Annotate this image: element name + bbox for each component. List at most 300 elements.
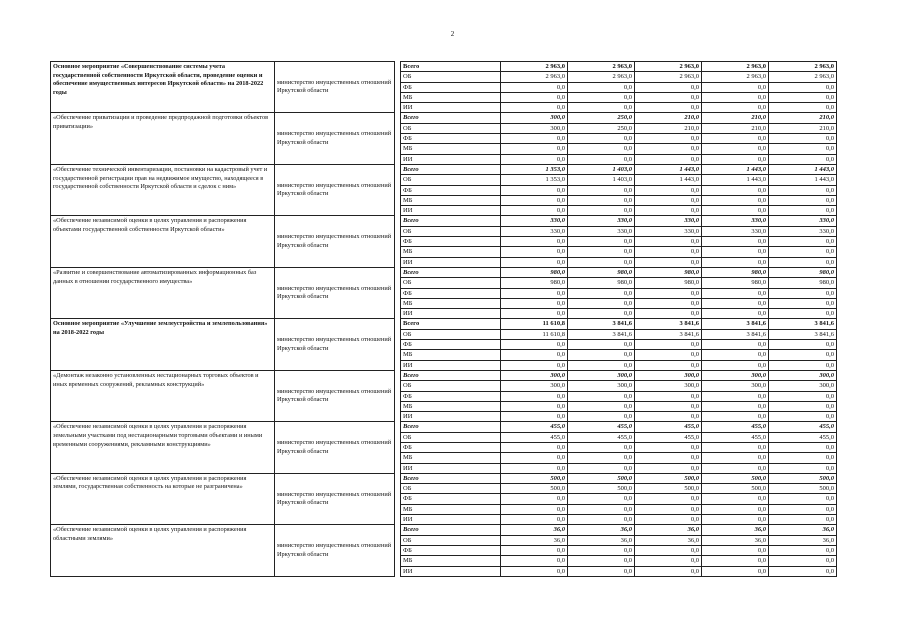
funding-value: 0,0 [769, 298, 837, 308]
funding-value: 455,0 [568, 422, 635, 432]
funding-value: 0,0 [769, 463, 837, 473]
funding-value: 330,0 [635, 216, 702, 226]
funding-value: 0,0 [635, 154, 702, 164]
funding-value: 11 610,8 [501, 329, 568, 339]
funding-value: 0,0 [568, 463, 635, 473]
page-number: 2 [450, 30, 455, 38]
funding-value: 2 963,0 [568, 72, 635, 82]
funding-value: 0,0 [769, 504, 837, 514]
funding-source: МБ [401, 195, 501, 205]
funding-value: 300,0 [702, 381, 769, 391]
funding-value: 300,0 [568, 370, 635, 380]
funding-source: ИИ [401, 463, 501, 473]
funding-value: 980,0 [635, 267, 702, 277]
funding-source: МБ [401, 92, 501, 102]
funding-value: 0,0 [702, 350, 769, 360]
funding-value: 0,0 [702, 545, 769, 555]
funding-value: 0,0 [501, 298, 568, 308]
funding-value: 330,0 [769, 226, 837, 236]
funding-value: 0,0 [635, 92, 702, 102]
funding-source: ОБ [401, 278, 501, 288]
funding-value: 210,0 [702, 123, 769, 133]
table-row-total [51, 319, 837, 329]
activity-name: «Демонтаж незаконно установленных нестационарных торговых объектов и иных временных сооружений, рекламных конструкций» [51, 370, 275, 421]
funding-value: 980,0 [635, 278, 702, 288]
funding-source: ИИ [401, 103, 501, 113]
funding-source: ИИ [401, 206, 501, 216]
funding-value: 0,0 [635, 144, 702, 154]
funding-value: 0,0 [635, 185, 702, 195]
funding-value: 36,0 [702, 535, 769, 545]
funding-value: 3 841,6 [568, 329, 635, 339]
funding-source: МБ [401, 144, 501, 154]
funding-value: 330,0 [568, 216, 635, 226]
funding-value: 0,0 [635, 515, 702, 525]
funding-value: 0,0 [769, 556, 837, 566]
funding-source: Всего [401, 113, 501, 123]
activity-name: «Обеспечение независимой оценки в целях управления и распоряжения земельными участками под нестационарными торговыми объектами и иными временными сооружениями, рекламными конструкциями» [51, 422, 275, 473]
funding-source: ОБ [401, 226, 501, 236]
funding-source: ФБ [401, 340, 501, 350]
table-row-total [51, 62, 837, 72]
funding-value: 3 841,6 [635, 319, 702, 329]
funding-value: 500,0 [702, 484, 769, 494]
table-row-total [51, 422, 837, 432]
funding-value: 250,0 [568, 113, 635, 123]
table-row-total [51, 370, 837, 380]
funding-source: ОБ [401, 329, 501, 339]
funding-source: Всего [401, 319, 501, 329]
funding-value: 11 610,8 [501, 319, 568, 329]
activity-name: Основное мероприятие «Улучшение землеустройства и землепользования» на 2018-2022 годы [51, 319, 275, 370]
funding-value: 0,0 [568, 412, 635, 422]
table-row-total [51, 113, 837, 123]
funding-value: 455,0 [769, 432, 837, 442]
funding-value: 0,0 [702, 92, 769, 102]
table-row-total [51, 216, 837, 226]
funding-value: 0,0 [501, 556, 568, 566]
funding-source: ФБ [401, 82, 501, 92]
funding-value: 0,0 [702, 195, 769, 205]
table-row-total [51, 525, 837, 535]
funding-value: 0,0 [635, 134, 702, 144]
funding-source: Всего [401, 473, 501, 483]
executor-name: министерство имущественных отношений Иркутской области [275, 370, 395, 421]
funding-value: 0,0 [568, 515, 635, 525]
funding-value: 455,0 [702, 422, 769, 432]
funding-value: 0,0 [568, 401, 635, 411]
funding-value: 0,0 [635, 288, 702, 298]
funding-value: 0,0 [568, 504, 635, 514]
funding-value: 0,0 [702, 566, 769, 576]
funding-source: Всего [401, 525, 501, 535]
funding-source: ФБ [401, 494, 501, 504]
funding-value: 36,0 [769, 525, 837, 535]
funding-value: 455,0 [769, 422, 837, 432]
funding-value: 0,0 [769, 206, 837, 216]
funding-value: 210,0 [769, 113, 837, 123]
funding-value: 2 963,0 [769, 62, 837, 72]
funding-source: МБ [401, 453, 501, 463]
funding-value: 0,0 [501, 257, 568, 267]
funding-source: ОБ [401, 484, 501, 494]
funding-value: 330,0 [635, 226, 702, 236]
funding-value: 330,0 [501, 216, 568, 226]
funding-source: МБ [401, 401, 501, 411]
funding-value: 0,0 [635, 82, 702, 92]
funding-value: 300,0 [702, 370, 769, 380]
funding-value: 0,0 [769, 154, 837, 164]
funding-value: 36,0 [568, 525, 635, 535]
funding-value: 0,0 [769, 195, 837, 205]
funding-value: 0,0 [568, 134, 635, 144]
funding-source: Всего [401, 62, 501, 72]
funding-value: 0,0 [568, 288, 635, 298]
funding-value: 0,0 [635, 247, 702, 257]
funding-value: 0,0 [501, 309, 568, 319]
funding-value: 0,0 [635, 556, 702, 566]
funding-value: 0,0 [568, 195, 635, 205]
funding-value: 0,0 [501, 82, 568, 92]
funding-value: 0,0 [568, 144, 635, 154]
funding-value: 300,0 [501, 123, 568, 133]
activity-name: «Обеспечение независимой оценки в целях управления и распоряжения областными землями» [51, 525, 275, 576]
funding-value: 0,0 [501, 391, 568, 401]
funding-value: 0,0 [702, 556, 769, 566]
funding-source: МБ [401, 298, 501, 308]
funding-value: 0,0 [702, 504, 769, 514]
executor-name: министерство имущественных отношений Иркутской области [275, 319, 395, 370]
funding-value: 0,0 [568, 247, 635, 257]
funding-value: 1 443,0 [702, 164, 769, 174]
funding-value: 3 841,6 [635, 329, 702, 339]
funding-value: 0,0 [769, 92, 837, 102]
funding-source: ОБ [401, 432, 501, 442]
funding-value: 330,0 [568, 226, 635, 236]
funding-value: 210,0 [769, 123, 837, 133]
funding-source: ОБ [401, 535, 501, 545]
funding-value: 980,0 [769, 267, 837, 277]
table-row-total [51, 473, 837, 483]
funding-source: ФБ [401, 185, 501, 195]
funding-value: 0,0 [635, 412, 702, 422]
funding-value: 0,0 [635, 309, 702, 319]
funding-value: 0,0 [501, 360, 568, 370]
funding-value: 0,0 [568, 206, 635, 216]
funding-value: 300,0 [501, 381, 568, 391]
funding-source: ИИ [401, 257, 501, 267]
funding-value: 500,0 [702, 473, 769, 483]
funding-source: ИИ [401, 566, 501, 576]
funding-value: 0,0 [568, 103, 635, 113]
funding-value: 1 443,0 [635, 164, 702, 174]
funding-value: 0,0 [769, 247, 837, 257]
funding-value: 980,0 [501, 267, 568, 277]
activity-name: «Обеспечение независимой оценки в целях управления и распоряжения землями, государственная собственность на которые не разграничена» [51, 473, 275, 524]
funding-value: 0,0 [635, 340, 702, 350]
funding-value: 36,0 [635, 525, 702, 535]
funding-value: 0,0 [702, 288, 769, 298]
funding-value: 330,0 [702, 216, 769, 226]
funding-source: МБ [401, 504, 501, 514]
funding-value: 0,0 [635, 442, 702, 452]
funding-value: 0,0 [702, 391, 769, 401]
funding-value: 0,0 [702, 442, 769, 452]
funding-value: 300,0 [769, 381, 837, 391]
funding-value: 980,0 [568, 267, 635, 277]
funding-value: 0,0 [501, 442, 568, 452]
funding-value: 0,0 [501, 412, 568, 422]
funding-source: Всего [401, 422, 501, 432]
funding-source: ИИ [401, 154, 501, 164]
funding-value: 0,0 [501, 134, 568, 144]
funding-value: 300,0 [635, 381, 702, 391]
funding-value: 980,0 [568, 278, 635, 288]
funding-value: 300,0 [501, 370, 568, 380]
funding-value: 0,0 [702, 134, 769, 144]
funding-value: 0,0 [635, 566, 702, 576]
funding-value: 0,0 [769, 545, 837, 555]
funding-source: ФБ [401, 545, 501, 555]
funding-value: 0,0 [769, 144, 837, 154]
funding-value: 0,0 [501, 340, 568, 350]
funding-source: ФБ [401, 442, 501, 452]
funding-value: 0,0 [568, 556, 635, 566]
funding-value: 3 841,6 [769, 329, 837, 339]
funding-source: ОБ [401, 123, 501, 133]
funding-value: 0,0 [702, 298, 769, 308]
funding-value: 0,0 [769, 237, 837, 247]
funding-value: 36,0 [769, 535, 837, 545]
funding-value: 2 963,0 [635, 62, 702, 72]
funding-value: 300,0 [501, 113, 568, 123]
funding-table [50, 61, 837, 577]
funding-value: 0,0 [769, 134, 837, 144]
funding-value: 500,0 [769, 484, 837, 494]
funding-value: 455,0 [702, 432, 769, 442]
funding-value: 300,0 [769, 370, 837, 380]
funding-value: 0,0 [702, 340, 769, 350]
funding-value: 0,0 [501, 92, 568, 102]
funding-value: 0,0 [769, 360, 837, 370]
funding-value: 0,0 [702, 360, 769, 370]
funding-value: 0,0 [702, 515, 769, 525]
funding-value: 0,0 [769, 350, 837, 360]
funding-value: 210,0 [635, 113, 702, 123]
funding-value: 0,0 [568, 453, 635, 463]
funding-value: 500,0 [568, 484, 635, 494]
table-row-total [51, 267, 837, 277]
funding-value: 2 963,0 [702, 72, 769, 82]
funding-value: 1 353,0 [501, 164, 568, 174]
funding-value: 0,0 [702, 185, 769, 195]
funding-value: 0,0 [702, 247, 769, 257]
funding-value: 0,0 [501, 185, 568, 195]
funding-source: Всего [401, 216, 501, 226]
funding-value: 0,0 [568, 494, 635, 504]
funding-value: 0,0 [501, 288, 568, 298]
funding-value: 0,0 [501, 350, 568, 360]
funding-source: МБ [401, 556, 501, 566]
funding-value: 0,0 [568, 566, 635, 576]
funding-value: 0,0 [568, 309, 635, 319]
funding-value: 300,0 [568, 381, 635, 391]
executor-name: министерство имущественных отношений Иркутской области [275, 267, 395, 318]
executor-name: министерство имущественных отношений Иркутской области [275, 216, 395, 267]
funding-value: 500,0 [501, 473, 568, 483]
funding-value: 0,0 [568, 350, 635, 360]
funding-value: 0,0 [702, 309, 769, 319]
funding-value: 3 841,6 [769, 319, 837, 329]
funding-value: 0,0 [501, 545, 568, 555]
funding-value: 330,0 [501, 226, 568, 236]
funding-value: 1 443,0 [769, 164, 837, 174]
funding-value: 3 841,6 [702, 329, 769, 339]
funding-value: 455,0 [501, 422, 568, 432]
executor-name: министерство имущественных отношений Иркутской области [275, 525, 395, 576]
funding-value: 0,0 [769, 566, 837, 576]
funding-value: 1 443,0 [769, 175, 837, 185]
funding-value: 300,0 [635, 370, 702, 380]
funding-source: ИИ [401, 515, 501, 525]
funding-value: 210,0 [635, 123, 702, 133]
table-body [51, 62, 837, 577]
funding-value: 0,0 [501, 154, 568, 164]
funding-value: 0,0 [769, 340, 837, 350]
activity-name: Основное мероприятие «Совершенствование системы учета государственной собственности Иркутской области, проведение оценки и обеспечение имущественных интересов Иркутской области» на 2018-2022 годы [51, 62, 275, 113]
activity-name: «Обеспечение независимой оценки в целях управления и распоряжения объектами государственной собственности Иркутской области» [51, 216, 275, 267]
funding-value: 0,0 [501, 237, 568, 247]
funding-value: 0,0 [635, 237, 702, 247]
funding-value: 455,0 [635, 432, 702, 442]
funding-source: МБ [401, 350, 501, 360]
funding-value: 0,0 [702, 494, 769, 504]
funding-value: 0,0 [635, 206, 702, 216]
funding-value: 0,0 [769, 185, 837, 195]
funding-value: 0,0 [702, 206, 769, 216]
funding-value: 0,0 [635, 195, 702, 205]
funding-value: 0,0 [568, 442, 635, 452]
funding-value: 0,0 [635, 401, 702, 411]
funding-value: 3 841,6 [702, 319, 769, 329]
funding-value: 0,0 [501, 103, 568, 113]
funding-value: 0,0 [501, 515, 568, 525]
funding-value: 0,0 [501, 504, 568, 514]
funding-value: 980,0 [769, 278, 837, 288]
funding-value: 0,0 [568, 545, 635, 555]
funding-source: Всего [401, 267, 501, 277]
executor-name: министерство имущественных отношений Иркутской области [275, 62, 395, 113]
funding-value: 2 963,0 [769, 72, 837, 82]
funding-value: 0,0 [501, 463, 568, 473]
funding-value: 0,0 [769, 401, 837, 411]
funding-value: 0,0 [769, 103, 837, 113]
funding-value: 500,0 [635, 473, 702, 483]
funding-value: 0,0 [501, 401, 568, 411]
funding-value: 0,0 [635, 504, 702, 514]
activity-name: «Обеспечение технической инвентаризации, постановки на кадастровый учет и государственной регистрации прав на недвижимое имущество, находящееся в государственной собственности Иркутской области и сделок с ним» [51, 164, 275, 215]
funding-value: 3 841,6 [568, 319, 635, 329]
funding-value: 330,0 [769, 216, 837, 226]
funding-value: 0,0 [635, 391, 702, 401]
funding-value: 455,0 [501, 432, 568, 442]
funding-value: 0,0 [769, 257, 837, 267]
table-row-total [51, 164, 837, 174]
funding-source: ОБ [401, 381, 501, 391]
executor-name: министерство имущественных отношений Иркутской области [275, 422, 395, 473]
funding-value: 0,0 [769, 391, 837, 401]
funding-value: 2 963,0 [501, 72, 568, 82]
funding-value: 455,0 [568, 432, 635, 442]
funding-source: ФБ [401, 134, 501, 144]
funding-value: 0,0 [568, 82, 635, 92]
funding-value: 0,0 [568, 391, 635, 401]
funding-value: 980,0 [702, 278, 769, 288]
funding-value: 0,0 [635, 463, 702, 473]
funding-value: 0,0 [635, 453, 702, 463]
funding-value: 250,0 [568, 123, 635, 133]
funding-value: 0,0 [635, 350, 702, 360]
funding-value: 0,0 [635, 545, 702, 555]
funding-source: ОБ [401, 175, 501, 185]
funding-source: Всего [401, 164, 501, 174]
funding-value: 0,0 [769, 494, 837, 504]
funding-value: 0,0 [702, 463, 769, 473]
funding-value: 0,0 [702, 401, 769, 411]
funding-value: 0,0 [702, 453, 769, 463]
funding-value: 1 443,0 [702, 175, 769, 185]
funding-value: 0,0 [635, 494, 702, 504]
funding-value: 330,0 [702, 226, 769, 236]
funding-value: 0,0 [635, 257, 702, 267]
funding-value: 36,0 [702, 525, 769, 535]
funding-value: 500,0 [635, 484, 702, 494]
funding-value: 0,0 [769, 412, 837, 422]
funding-value: 0,0 [568, 92, 635, 102]
funding-value: 0,0 [702, 237, 769, 247]
funding-value: 0,0 [568, 360, 635, 370]
funding-value: 36,0 [635, 535, 702, 545]
funding-source: ИИ [401, 360, 501, 370]
funding-value: 36,0 [501, 535, 568, 545]
funding-value: 2 963,0 [635, 72, 702, 82]
funding-value: 1 443,0 [635, 175, 702, 185]
funding-value: 36,0 [501, 525, 568, 535]
funding-value: 0,0 [769, 82, 837, 92]
funding-source: ОБ [401, 72, 501, 82]
funding-value: 980,0 [501, 278, 568, 288]
activity-name: «Обеспечение приватизации и проведение предпродажной подготовки объектов приватизации» [51, 113, 275, 164]
funding-value: 0,0 [501, 453, 568, 463]
funding-value: 0,0 [769, 288, 837, 298]
funding-value: 0,0 [769, 309, 837, 319]
funding-value: 0,0 [635, 360, 702, 370]
funding-value: 0,0 [568, 257, 635, 267]
funding-source: ИИ [401, 309, 501, 319]
funding-value: 0,0 [769, 442, 837, 452]
funding-value: 0,0 [702, 154, 769, 164]
funding-value: 1 403,0 [568, 175, 635, 185]
funding-source: ФБ [401, 237, 501, 247]
funding-value: 0,0 [568, 237, 635, 247]
funding-value: 2 963,0 [702, 62, 769, 72]
funding-value: 0,0 [501, 195, 568, 205]
funding-value: 980,0 [702, 267, 769, 277]
executor-name: министерство имущественных отношений Иркутской области [275, 164, 395, 215]
funding-value: 2 963,0 [568, 62, 635, 72]
funding-value: 0,0 [702, 103, 769, 113]
funding-value: 0,0 [702, 257, 769, 267]
